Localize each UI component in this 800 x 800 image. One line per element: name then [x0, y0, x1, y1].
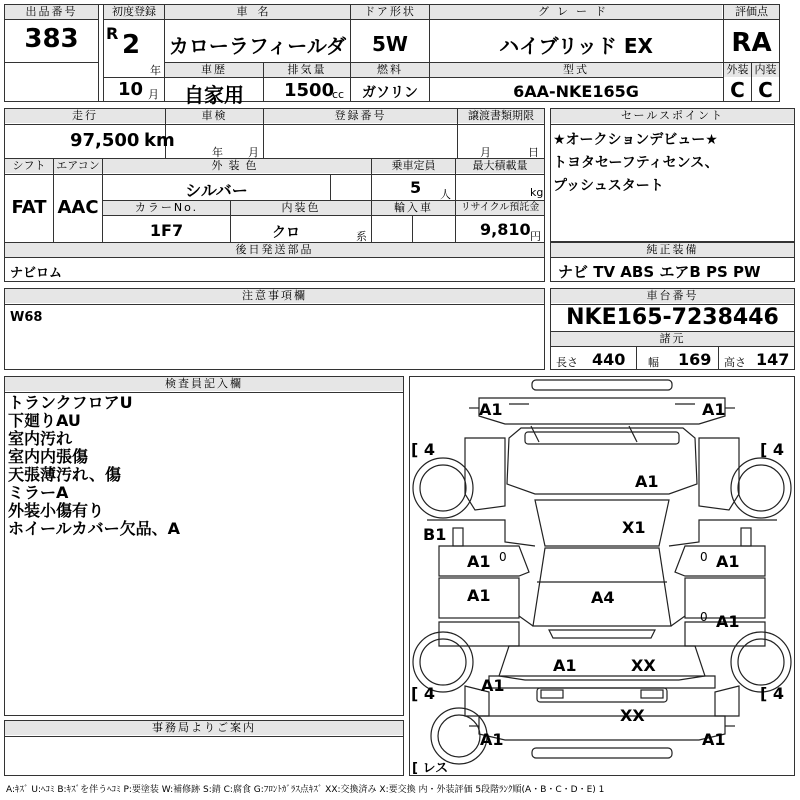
mileage-label: 走行	[5, 109, 165, 123]
recycle-label: リサイクル預託金	[456, 201, 544, 215]
door-label: ドア形状	[351, 5, 429, 19]
int-score: C	[758, 78, 773, 102]
capacity-label: 乗車定員	[372, 159, 455, 173]
mark-rear-left: A1	[480, 730, 504, 749]
mark-tire-rr: [ 4	[760, 684, 785, 703]
displacement: 1500	[284, 80, 335, 101]
inspection-label: 車検	[166, 109, 263, 123]
first-reg-year-unit: 年	[150, 64, 161, 77]
sales-point-line-2: トヨタセーフティセンス、	[553, 155, 719, 171]
mark-left-fender: B1	[423, 525, 447, 544]
max-load-label: 最大積載量	[456, 159, 544, 173]
length: 440	[592, 350, 626, 369]
mark-right-front-door: A1	[716, 552, 740, 571]
mileage-unit: km	[144, 130, 175, 151]
recycle: 9,810	[480, 220, 531, 239]
mark-tire-fl: [ 4	[411, 440, 436, 459]
chassis-number: NKE165-7238446	[566, 305, 779, 330]
car-name-label: 車名	[165, 5, 350, 19]
notes-label: 注意事項欄	[5, 289, 544, 303]
grade-label: グレード	[430, 5, 722, 19]
inspector-line: ミラーA	[8, 483, 69, 502]
transfer-month-unit: 月	[480, 146, 491, 159]
mark-tire-fr: [ 4	[760, 440, 785, 459]
mark-left-front-door: A1	[467, 552, 491, 571]
ext-color-label: 外装色	[103, 159, 371, 173]
notes: W68	[10, 310, 43, 325]
first-reg-label: 初度登録	[104, 5, 164, 19]
mark-tire-rl: [ 4	[411, 684, 436, 703]
aircon-label: エアコン	[54, 159, 102, 173]
ext-score: C	[730, 78, 745, 102]
recycle-unit: 円	[530, 230, 541, 243]
door-type: 5W	[372, 32, 408, 56]
car-outline	[409, 376, 795, 776]
int-color-label: 内装色	[231, 201, 371, 215]
color-no: 1F7	[149, 221, 184, 240]
sales-point-label: セールスポイント	[551, 109, 794, 123]
mark-rear-right-xx: XX	[631, 656, 656, 675]
legend: A:ｷｽﾞ U:ﾍｺﾐ B:ｷｽﾞを伴うﾍｺﾐ P:要塗装 W:補修跡 S:錆 C:腐食 G:ﾌﾛﾝﾄｶﾞﾗｽ点ｷｽﾞ XX:交換済み X:要交換 内・外装評価 5段階ﾗﾝｸ順(A・B・C・D・E) 1	[6, 785, 605, 795]
fuel: ガソリン	[362, 85, 418, 101]
height-label: 高さ	[724, 356, 746, 369]
later-parts: ナビロム	[10, 266, 63, 281]
car-name: カローラフィールダ	[168, 34, 347, 58]
inspector-line: ホイールカバー欠品、A	[8, 519, 181, 538]
inspector-line: 天張薄汚れ、傷	[8, 465, 121, 484]
shift: FAT	[11, 197, 47, 218]
inspector-label: 検査員記入欄	[5, 377, 403, 391]
inspection-month-unit: 月	[248, 146, 259, 159]
model: 6AA-NKE165G	[513, 82, 639, 101]
mark-left-front-door-num: 0	[499, 550, 507, 564]
first-reg-month-unit: 月	[148, 88, 159, 101]
first-reg-year: 2	[122, 30, 141, 60]
mark-right-rear-door-num: 0	[700, 610, 708, 624]
inspector-line: 下廻りAU	[8, 411, 81, 430]
capacity: 5	[410, 178, 422, 197]
inspector-line: トランクフロアU	[8, 393, 133, 412]
mark-roof: A4	[591, 588, 615, 607]
mark-front-left: A1	[479, 400, 503, 419]
displacement-label: 排気量	[264, 63, 350, 77]
inspector-notes	[8, 394, 180, 538]
mark-left-quarter: A1	[553, 656, 577, 675]
ext-color: シルバー	[185, 181, 248, 200]
mark-right-rear-door: A1	[716, 612, 740, 631]
max-load-unit: kg	[530, 186, 544, 199]
inspector-line: 室内内張傷	[8, 447, 89, 466]
inspection-year-unit: 年	[212, 146, 223, 159]
lot-label: 出品番号	[5, 5, 98, 19]
import-label: 輸入車	[372, 201, 455, 215]
chassis-label: 車台番号	[551, 289, 794, 303]
height: 147	[756, 350, 790, 369]
mark-front-right: A1	[702, 400, 726, 419]
lot-number: 383	[24, 24, 79, 54]
shift-label: シフト	[5, 159, 53, 173]
ext-score-label: 外装	[724, 63, 751, 77]
capacity-unit: 人	[440, 188, 451, 201]
mark-left-rear-door: A1	[467, 586, 491, 605]
score: RA	[731, 28, 772, 58]
length-label: 長さ	[556, 356, 578, 369]
color-no-label: カラーNo.	[103, 201, 230, 215]
transfer-label: 譲渡書類期限	[458, 109, 544, 123]
office-label: 事務局よりご案内	[5, 721, 403, 735]
mark-hood: A1	[635, 472, 659, 491]
mark-right-front-door-num: 0	[700, 550, 708, 564]
specs-label: 諸元	[551, 332, 794, 346]
mileage: 97,500	[70, 130, 140, 151]
later-parts-label: 後日発送部品	[5, 243, 544, 257]
width-label: 幅	[648, 356, 659, 369]
int-color: クロ	[272, 225, 300, 241]
mark-rear-right: A1	[702, 730, 726, 749]
mark-rear-gate: XX	[620, 706, 645, 725]
inspector-line: 外装小傷有り	[8, 501, 105, 520]
mark-spare: [ レス	[412, 761, 449, 776]
first-reg-month: 10	[118, 79, 144, 100]
mark-rear-left-panel: A1	[481, 676, 505, 695]
genuine-label: 純正装備	[551, 243, 794, 257]
fuel-label: 燃料	[351, 63, 429, 77]
score-label: 評価点	[724, 5, 779, 19]
first-reg-era: R	[106, 24, 119, 43]
grade: ハイブリッド EX	[499, 34, 653, 58]
displacement-unit: cc	[332, 88, 345, 101]
transfer-day-unit: 日	[528, 146, 539, 159]
int-color-unit: 系	[356, 230, 367, 243]
history-label: 車歴	[165, 63, 263, 77]
aircon: AAC	[57, 197, 99, 218]
history: 自家用	[184, 83, 244, 107]
reg-no-label: 登録番号	[264, 109, 457, 123]
genuine-equipment: ナビ TV ABS エアB PS PW	[558, 263, 761, 281]
model-label: 型式	[430, 63, 722, 77]
inspector-line: 室内汚れ	[8, 429, 73, 448]
width: 169	[678, 350, 712, 369]
int-score-label: 内装	[752, 63, 779, 77]
mark-windshield: X1	[622, 518, 646, 537]
sales-point-line-1: ★オークションデビュー★	[553, 132, 718, 148]
sales-point-line-3: プッシュスタート	[553, 178, 664, 194]
